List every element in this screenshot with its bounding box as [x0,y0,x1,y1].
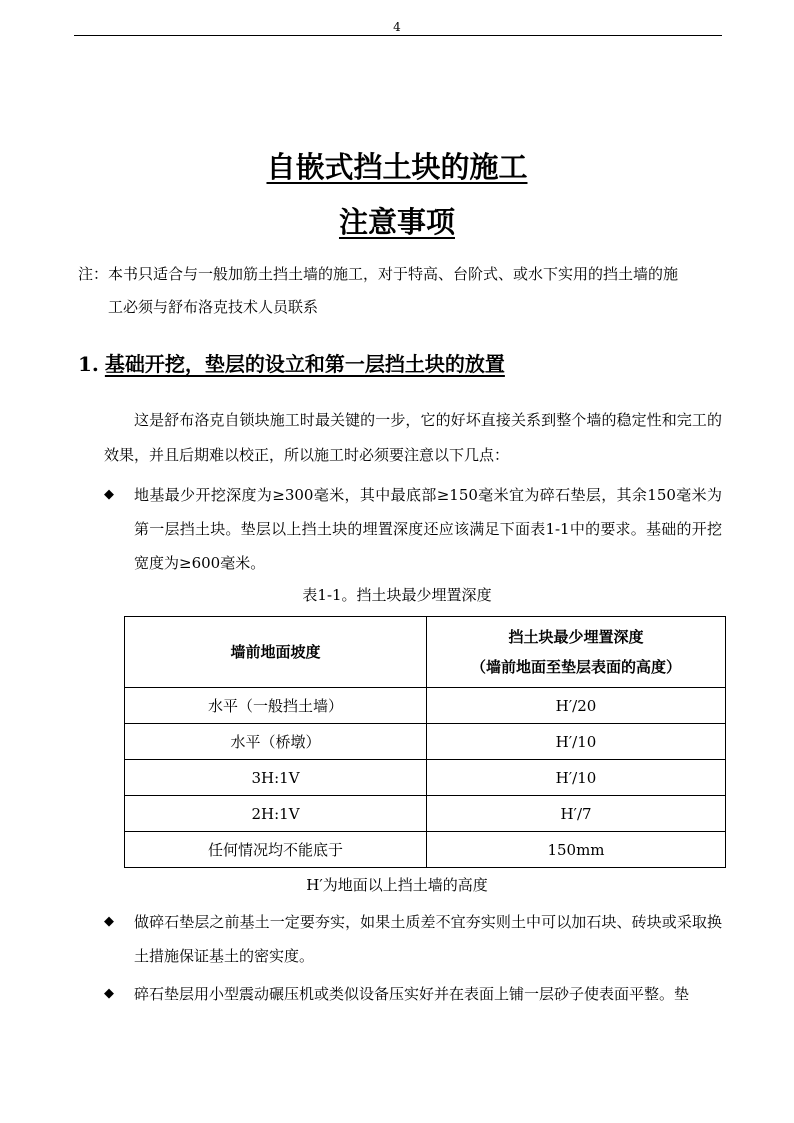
table-row [125,760,726,796]
title-line-1: 自嵌式挡土块的施工 [266,150,528,184]
bullet-text: 做碎石垫层之前基土一定要夯实，如果土质差不宜夯实则土中可以加石块、砖块或采取换土措施保证基土的密实度。 [134,913,722,965]
header-depth [427,617,726,688]
depth-cell: H′/7 [427,796,726,832]
slope-cell: 水平（桥墩） [125,724,427,760]
section-number: 1. [78,352,99,376]
section-heading [78,348,505,377]
table-caption: 表1-1。挡土块最少埋置深度 [302,586,492,604]
slope-cell: 2H:1V [125,796,427,832]
embedment-depth-table [124,616,726,868]
scope-note-line-2: 工必须与舒布洛克技术人员联系 [108,298,319,316]
table-row [125,796,726,832]
table-row [125,688,726,724]
bullet-item [104,977,722,1011]
header-depth-line-2: （墙前地面至垫层表面的高度） [470,658,681,676]
header-rule [74,35,722,36]
scope-note [78,258,728,324]
intro-paragraph: 这是舒布洛克自锁块施工时最关键的一步，它的好坏直接关系到整个墙的稳定性和完工的效果，并且后期难以校正，所以施工时必须要注意以下几点： [104,411,722,464]
page-number: 4 [393,20,401,34]
title-line-2: 注意事项 [338,205,455,239]
document-title [0,145,794,186]
slope-cell: 任何情况均不能底于 [125,832,427,868]
section-title: 基础开挖，垫层的设立和第一层挡土块的放置 [104,352,505,376]
table-footnote: H′为地面以上挡土墙的高度 [306,876,488,894]
table-row [125,832,726,868]
diamond-bullet-icon: ◆ [104,986,114,1001]
table-row [125,724,726,760]
document-subtitle [0,200,794,241]
slope-cell: 水平（一般挡土墙） [125,688,427,724]
scope-note-line-1: 注：本书只适合与一般加筋土挡土墙的施工，对于特高、台阶式、或水下实用的挡土墙的施 [78,265,679,283]
diamond-bullet-icon: ◆ [104,487,114,502]
bullet-item [104,905,722,973]
bullet-item [104,478,722,580]
depth-cell: 150mm [427,832,726,868]
header-depth-line-1: 挡土块最少埋置深度 [508,628,644,646]
header-slope: 墙前地面坡度 [125,617,427,688]
table-header-row [125,617,726,688]
depth-cell: H′/20 [427,688,726,724]
slope-cell: 3H:1V [125,760,427,796]
depth-cell: H′/10 [427,760,726,796]
depth-cell: H′/10 [427,724,726,760]
bullet-text: 碎石垫层用小型震动碾压机或类似设备压实好并在表面上铺一层砂子使表面平整。垫 [134,985,690,1003]
diamond-bullet-icon: ◆ [104,914,114,929]
bullet-text: 地基最少开挖深度为≥300毫米，其中最底部≥150毫米宜为碎石垫层，其余150毫米为第一层挡土块。垫层以上挡土块的埋置深度还应该满足下面表1-1中的要求。基础的开挖宽度为≥600毫米。 [134,486,722,572]
